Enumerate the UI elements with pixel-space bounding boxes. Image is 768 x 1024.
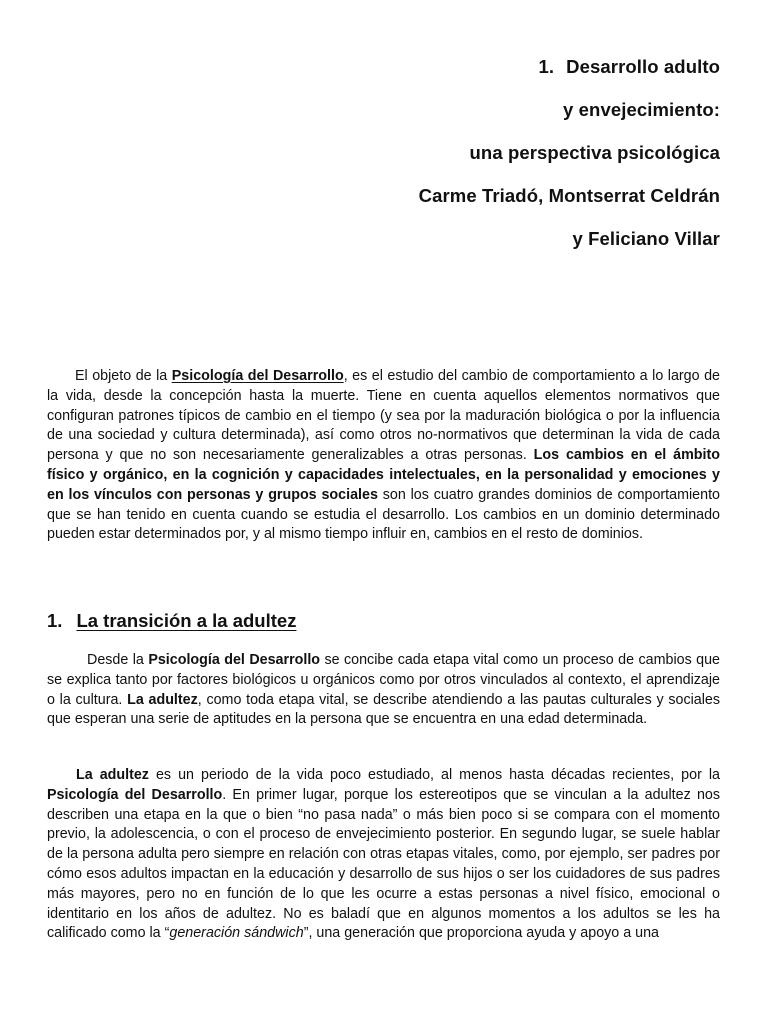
para2-text-1: Desde la xyxy=(87,652,149,668)
para2-bold-psicologia: Psicología del Desarrollo xyxy=(148,652,321,668)
section-heading xyxy=(47,610,296,632)
intro-text-3: son los cuatro grandes dominios de comportamiento que se han tenido en cuenta cuando se estudia el desarrollo. Los cambios en un dominio determinado pueden estar determinados por, y al mismo tiempo influir en, cambios en el resto de dominios. xyxy=(47,486,720,543)
para3-text-3: ”, una generación que proporciona ayuda y apoyo a una xyxy=(303,925,660,942)
intro-bold-dominios: Los cambios en el ámbito físico y orgánico, en la cognición y capacidades intelectuales, en la personalidad y emociones y en los vínculos con personas y grupos sociales xyxy=(47,447,721,503)
para2-text-3: , como toda etapa vital, se describe atendiendo a las pautas culturales y sociales que esperan una serie de aptitudes en la persona que se encuentra en una edad determinada. xyxy=(47,691,720,728)
para3-bold-adultez: La adultez xyxy=(76,767,149,783)
intro-text-2: , es el estudio del cambio de comportamiento a lo largo de la vida, desde la concepción hasta la muerte. Tiene en cuenta aquellos elementos normativos que configuran patrones típicos de cambio en el tiempo (y sea por la maduración biológica o por la influencia de una sociedad y cultura determinada), así como otros no-normativos que determinan la vida de cada persona y que no son necesariamente generalizables a otras personas. xyxy=(47,368,720,464)
section-number: 1. xyxy=(47,610,63,631)
para3-text-2: . En primer lugar, porque los estereotipos que se vinculan a la adultez nos describen una etapa en la que o bien “no pasa nada” o más bien poco si se compara con el momento previo, la adolescencia, o con el proceso de envejecimiento posterior. En segundo lugar, se suele hablar de la persona adulta pero siempre en relación con otras etapas vitales, como, por ejemplo, ser padres por cómo esos adultos impactan en la educación y desarrollo de sus hijos o ser los cuidadores de sus padres más mayores, pero no en función de lo que les ocurre a estas personas a nivel físico, emocional o identitario en los años de adultez. No es baladí que en algunos momentos a los adultos se les ha calificado como la “ xyxy=(47,786,720,942)
title-line-2: y envejecimiento: xyxy=(563,99,720,120)
paragraph-2 xyxy=(47,651,720,730)
title-line-3: una perspectiva psicológica xyxy=(469,142,720,163)
intro-text-1: El objeto de la xyxy=(75,368,172,384)
para3-text-1: es un periodo de la vida poco estudiado, al menos hasta décadas recientes, por la xyxy=(148,767,720,783)
intro-term-psicologia: Psicología del Desarrollo xyxy=(171,368,344,384)
para3-bold-psicologia: Psicología del Desarrollo xyxy=(47,786,223,803)
authors-line-2: y Feliciano Villar xyxy=(572,228,720,249)
para3-italic-sandwich: generación sándwich xyxy=(169,925,304,942)
section-title: La transición a la adultez xyxy=(76,610,297,631)
chapter-title xyxy=(419,45,720,260)
title-number: 1. xyxy=(538,56,555,77)
para2-bold-adultez: La adultez xyxy=(127,691,198,708)
para2-text-2: se concibe cada etapa vital como un proceso de cambios que se explica tanto por factores biológicos u orgánicos como por otros vinculados al contexto, el aprendizaje o la cultura. xyxy=(47,652,721,708)
intro-paragraph xyxy=(47,367,720,545)
title-text-1: Desarrollo adulto xyxy=(566,56,720,77)
title-line-1 xyxy=(419,45,720,88)
authors-line-1: Carme Triadó, Montserrat Celdrán xyxy=(418,185,720,206)
paragraph-3 xyxy=(47,766,720,944)
